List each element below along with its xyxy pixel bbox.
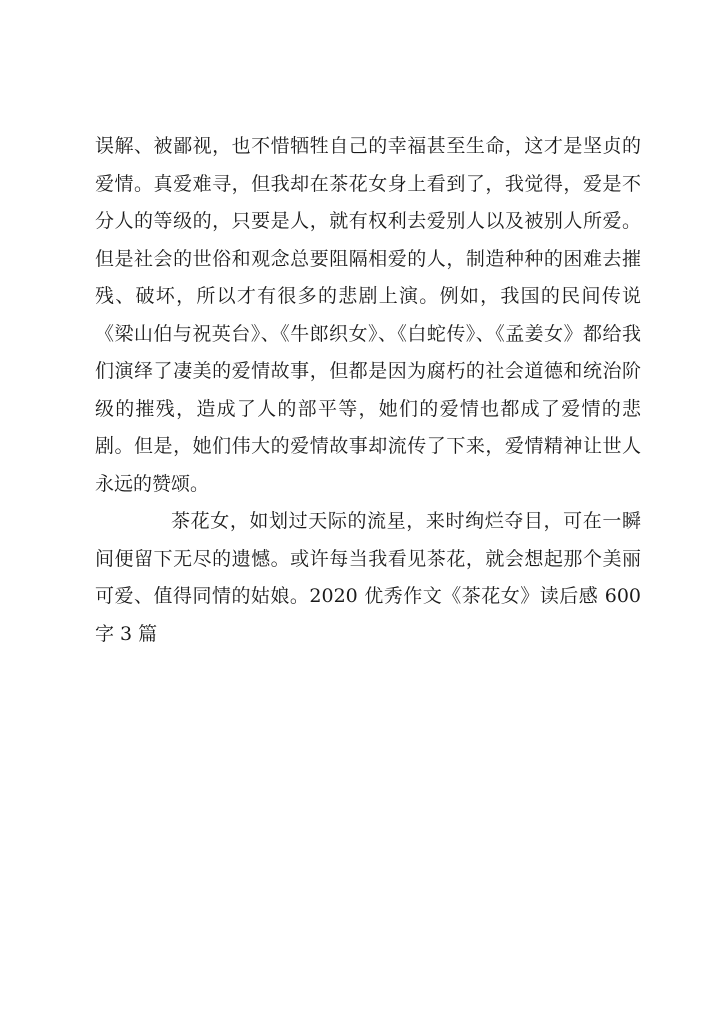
text-line: 们演绎了凄美的爱情故事，但都是因为腐朽的社会道德和统治阶: [95, 360, 641, 382]
text-line: 残、破坏，所以才有很多的悲剧上演。例如，我国的民间传说: [95, 285, 641, 307]
text-line: 可爱、值得同情的姑娘。2020 优秀作文《茶花女》读后感 600: [95, 585, 641, 607]
text-line: 级的摧残，造成了人的部平等，她们的爱情也都成了爱情的悲: [95, 397, 641, 420]
text-line: 剧。但是，她们伟大的爱情故事却流传了下来，爱情精神让世人: [95, 435, 641, 457]
text-line: 分人的等级的，只要是人，就有权利去爱别人以及被别人所爱。: [95, 210, 641, 232]
body-text: [95, 128, 641, 653]
text-line: 但是社会的世俗和观念总要阻隔相爱的人，制造种种的困难去摧: [95, 247, 641, 270]
text-line: 间便留下无尽的遗憾。或许每当我看见茶花，就会想起那个美丽: [95, 547, 641, 570]
text-line-paragraph-end: 字 3 篇: [95, 622, 158, 645]
text-line: 误解、被鄙视，也不惜牺牲自己的幸福甚至生命，这才是坚贞的: [95, 135, 641, 157]
text-line-paragraph-start: 茶花女，如划过天际的流星，来时绚烂夺目，可在一瞬: [171, 510, 641, 532]
text-line: 爱情。真爱难寻，但我却在茶花女身上看到了，我觉得，爱是不: [95, 172, 641, 195]
text-line-paragraph-end: 永远的赞颂。: [95, 472, 210, 495]
text-line: 《梁山伯与祝英台》、《牛郎织女》、《白蛇传》、《孟姜女》都给我: [95, 322, 641, 345]
